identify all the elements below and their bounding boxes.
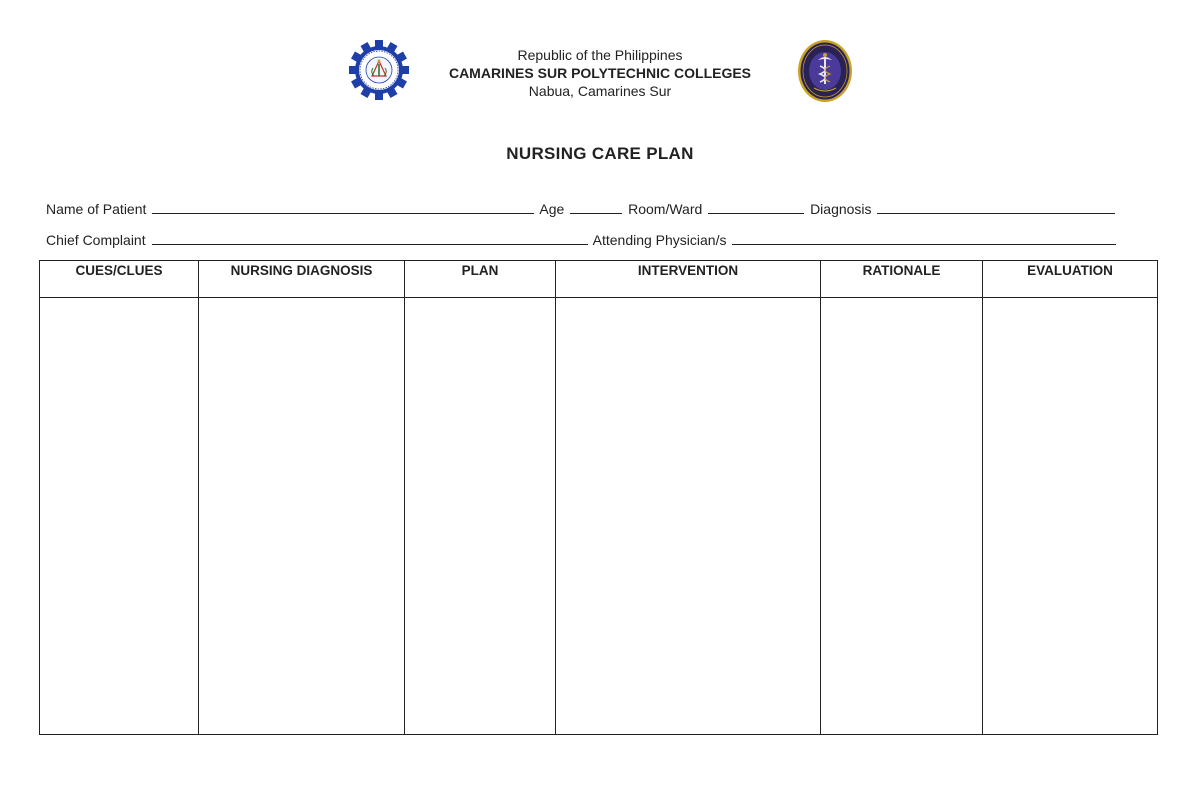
cues-cell[interactable] <box>40 298 199 735</box>
document-title: NURSING CARE PLAN <box>506 144 694 163</box>
plan-cell[interactable] <box>405 298 556 735</box>
institution-header <box>0 46 1200 100</box>
nursing-seal-icon <box>796 38 854 104</box>
intervention-cell[interactable] <box>556 298 821 735</box>
header-republic: Republic of the Philippines <box>517 47 683 63</box>
room-ward-field[interactable] <box>708 200 804 214</box>
table-row <box>40 298 1158 735</box>
col-header-nursing-diagnosis: NURSING DIAGNOSIS <box>199 261 405 298</box>
header-location: Nabua, Camarines Sur <box>528 83 672 99</box>
age-label: Age <box>539 201 565 217</box>
evaluation-cell[interactable] <box>983 298 1158 735</box>
col-header-evaluation: EVALUATION <box>983 261 1158 298</box>
complaint-info-row <box>46 231 1118 249</box>
chief-complaint-field[interactable] <box>152 231 588 245</box>
nursing-diagnosis-cell[interactable] <box>199 298 405 735</box>
patient-info-row <box>46 200 1117 218</box>
patient-name-field[interactable] <box>152 200 534 214</box>
col-header-rationale: RATIONALE <box>821 261 983 298</box>
patient-name-label: Name of Patient <box>46 201 147 217</box>
age-field[interactable] <box>570 200 622 214</box>
attending-physician-label: Attending Physician/s <box>592 232 727 248</box>
diagnosis-label: Diagnosis <box>810 201 872 217</box>
chief-complaint-label: Chief Complaint <box>46 232 146 248</box>
table-header-row <box>40 261 1158 298</box>
rationale-cell[interactable] <box>821 298 983 735</box>
col-header-plan: PLAN <box>405 261 556 298</box>
col-header-intervention: INTERVENTION <box>556 261 821 298</box>
diagnosis-field[interactable] <box>877 200 1115 214</box>
attending-physician-field[interactable] <box>732 231 1116 245</box>
care-plan-table <box>39 260 1158 735</box>
room-ward-label: Room/Ward <box>628 201 703 217</box>
col-header-cues: CUES/CLUES <box>40 261 199 298</box>
header-college-name: CAMARINES SUR POLYTECHNIC COLLEGES <box>448 65 752 81</box>
